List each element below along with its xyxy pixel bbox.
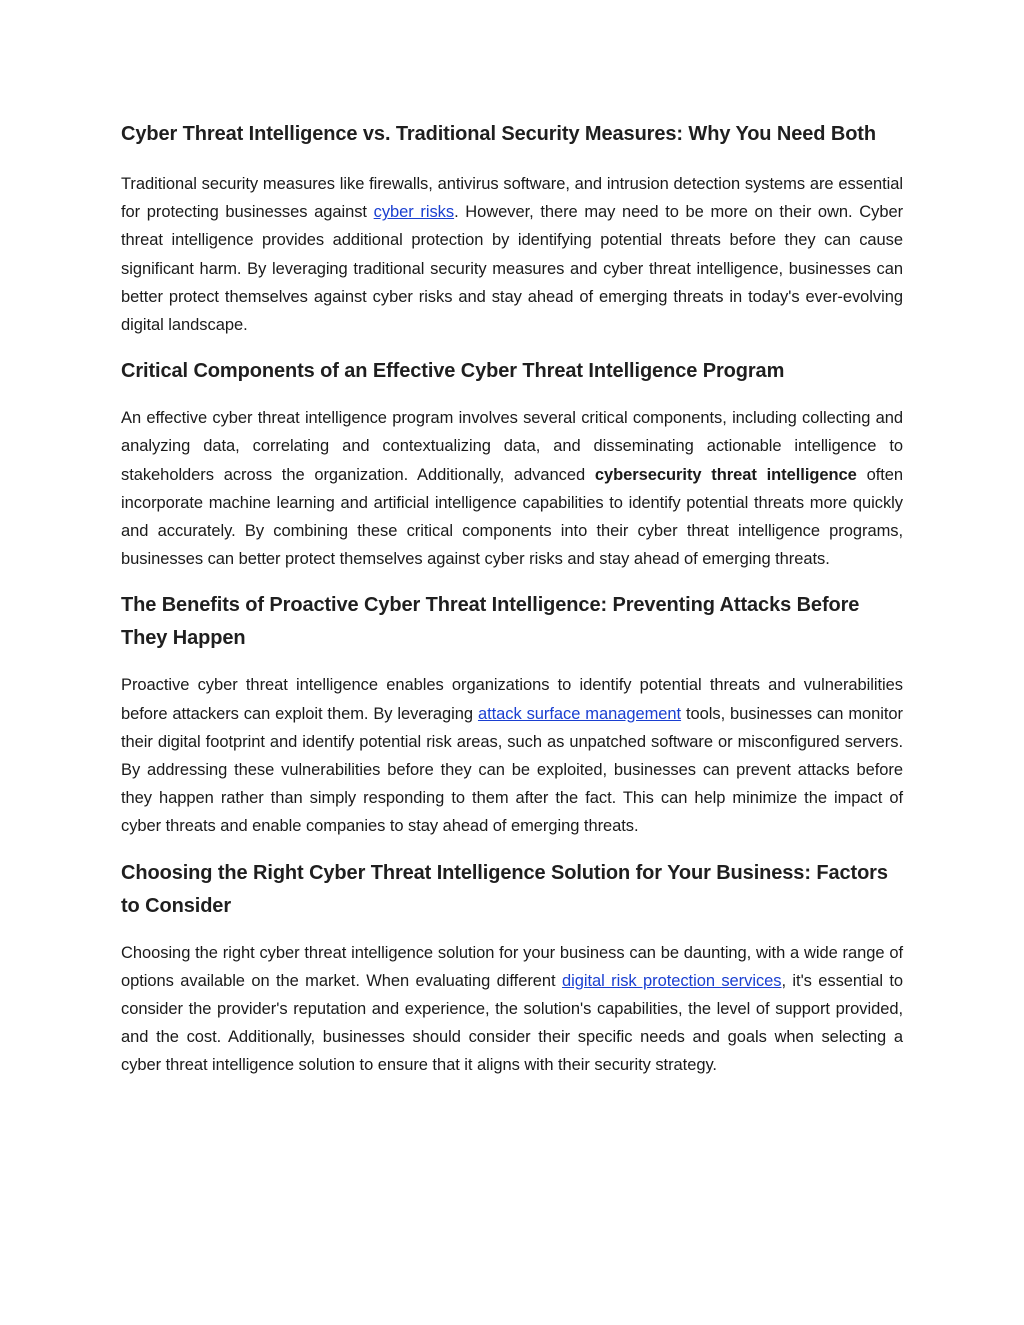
section-paragraph-choosing-solution <box>121 939 903 1080</box>
section-paragraph-ct-vs-traditional <box>121 170 903 339</box>
digital-risk-protection-services-link[interactable]: digital risk protection services <box>561 971 782 990</box>
paragraph-text: Traditional security measures like firewalls, antivirus software, and intrusion detection systems are essential for protecting businesses against <box>121 175 903 222</box>
paragraph-text: Proactive cyber threat intelligence enables organizations to identify potential threats and vulnerabilities before attackers can exploit them. By leveraging <box>121 676 903 723</box>
paragraph-text: , it's essential to consider the provider's reputation and experience, the solution's capabilities, the level of support provided, and the cost. Additionally, businesses should consider their specific needs and goals when selecting a cyber threat intelligence solution to ensure that it aligns with their security strategy. <box>121 971 904 1075</box>
document-page <box>121 116 903 1080</box>
paragraph-text: An effective cyber threat intelligence program involves several critical components, including collecting and analyzing data, correlating and contextualizing data, and disseminating actionable intelligence to stakeholders across the organization. Additionally, advanced <box>121 409 903 484</box>
bold-term: cybersecurity threat intelligence <box>594 465 857 484</box>
paragraph-text: Choosing the right cyber threat intelligence solution for your business can be daunting, with a wide range of options available on the market. When evaluating different <box>121 943 903 990</box>
section-paragraph-proactive-benefits <box>121 671 903 840</box>
section-heading-ct-vs-traditional: Cyber Threat Intelligence vs. Traditional Security Measures: Why You Need Both <box>121 123 876 145</box>
section-heading-proactive-benefits: The Benefits of Proactive Cyber Threat Intelligence: Preventing Attacks Before They Happen <box>121 594 860 650</box>
section-paragraph-critical-components <box>121 404 903 573</box>
paragraph-text: tools, businesses can monitor their digital footprint and identify potential risk areas, such as unpatched software or misconfigured servers. By addressing these vulnerabilities before they can be exploited, businesses can prevent attacks before they happen rather than simply responding to them after the fact. This can help minimize the impact of cyber threats and enable companies to stay ahead of emerging threats. <box>121 704 904 836</box>
section-heading-critical-components: Critical Components of an Effective Cyber Threat Intelligence Program <box>121 360 785 383</box>
cyber-risks-link[interactable]: cyber risks <box>373 203 455 222</box>
section-heading-choosing-solution: Choosing the Right Cyber Threat Intelligence Solution for Your Business: Factors to Consider <box>121 861 888 917</box>
attack-surface-management-link[interactable]: attack surface management <box>477 704 682 723</box>
paragraph-text: . However, there may need to be more on their own. Cyber threat intelligence provides additional protection by identifying potential threats before they can cause significant harm. By leveraging traditional security measures and cyber threat intelligence, businesses can better protect themselves against cyber risks and stay ahead of emerging threats in today's ever-evolving digital landscape. <box>121 203 904 335</box>
paragraph-text: often incorporate machine learning and artificial intelligence capabilities to identify potential threats more quickly and accurately. By combining these critical components into their cyber threat intelligence programs, businesses can better protect themselves against cyber risks and stay ahead of emerging threats. <box>121 465 904 569</box>
